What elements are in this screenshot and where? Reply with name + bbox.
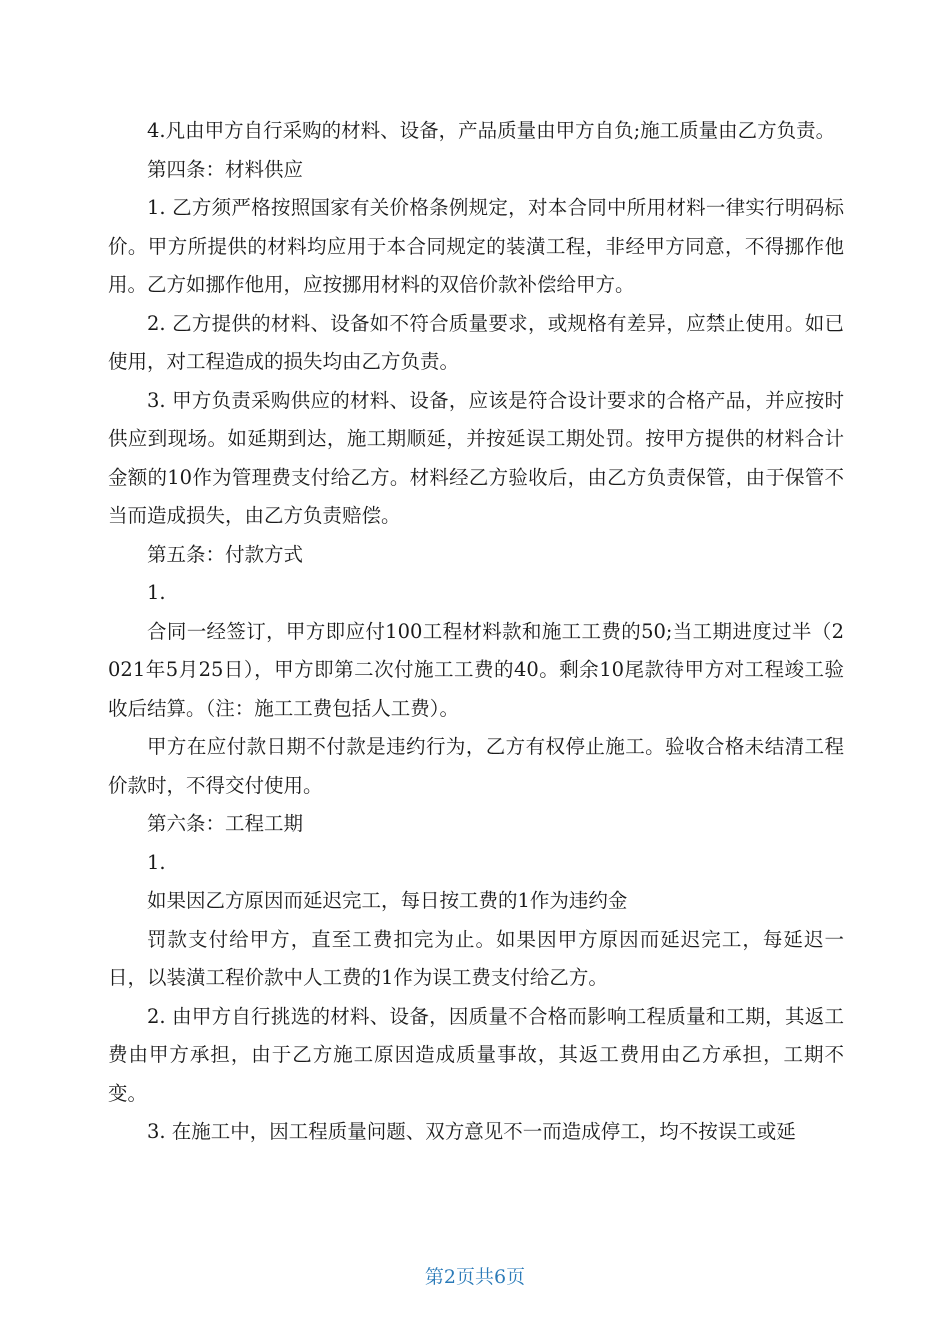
section-heading: 第四条：材料供应	[147, 157, 304, 181]
paragraph: 1. 乙方须严格按照国家有关价格条例规定，对本合同中所用材料一律实行明码标价。甲方所提供的材料均应用于本合同规定的装潢工程，非经甲方同意，不得挪作他用。乙方如挪作他用，应按挪用材料的双倍价款补偿给甲方。	[108, 196, 844, 296]
page-number-footer: 第2页共6页	[424, 1266, 526, 1288]
paragraph: 2. 乙方提供的材料、设备如不符合质量要求，或规格有差异，应禁止使用。如已使用，对工程造成的损失均由乙方负责。	[108, 311, 844, 373]
paragraph: 2. 由甲方自行挑选的材料、设备，因质量不合格而影响工程质量和工期，其返工费由甲方承担，由于乙方施工原因造成质量事故，其返工费用由乙方承担，工期不变。	[108, 1004, 844, 1105]
paragraph: 4.凡由甲方自行采购的材料、设备，产品质量由甲方自负;施工质量由乙方负责。	[147, 119, 836, 142]
paragraph: 甲方在应付款日期不付款是违约行为，乙方有权停止施工。验收合格未结清工程价款时，不得交付使用。	[108, 735, 844, 797]
paragraph: 1.	[147, 850, 166, 874]
paragraph: 罚款支付给甲方，直至工费扣完为止。如果因甲方原因而延迟完工，每延迟一日，以装潢工程价款中人工费的1作为误工费支付给乙方。	[108, 927, 844, 989]
paragraph: 3. 甲方负责采购供应的材料、设备，应该是符合设计要求的合格产品，并应按时供应到现场。如延期到达，施工期顺延，并按延误工期处罚。按甲方提供的材料合计金额的10作为管理费支付给乙方。材料经乙方验收后，由乙方负责保管，由于保管不当而造成损失，由乙方负责赔偿。	[108, 388, 844, 527]
paragraph: 合同一经签订，甲方即应付100工程材料款和施工工费的50;当工期进度过半（2021年5月25日），甲方即第二次付施工工费的40。剩余10尾款待甲方对工程竣工验收后结算。（注：施工工费包括人工费）。	[108, 619, 844, 720]
section-heading: 第六条：工程工期	[147, 812, 304, 835]
paragraph: 3. 在施工中，因工程质量问题、双方意见不一而造成停工，均不按误工或延	[147, 1120, 796, 1143]
document-body	[108, 112, 844, 1152]
section-heading: 第五条：付款方式	[147, 542, 304, 566]
paragraph: 1.	[147, 581, 166, 604]
paragraph: 如果因乙方原因而延迟完工，每日按工费的1作为违约金	[147, 889, 628, 912]
